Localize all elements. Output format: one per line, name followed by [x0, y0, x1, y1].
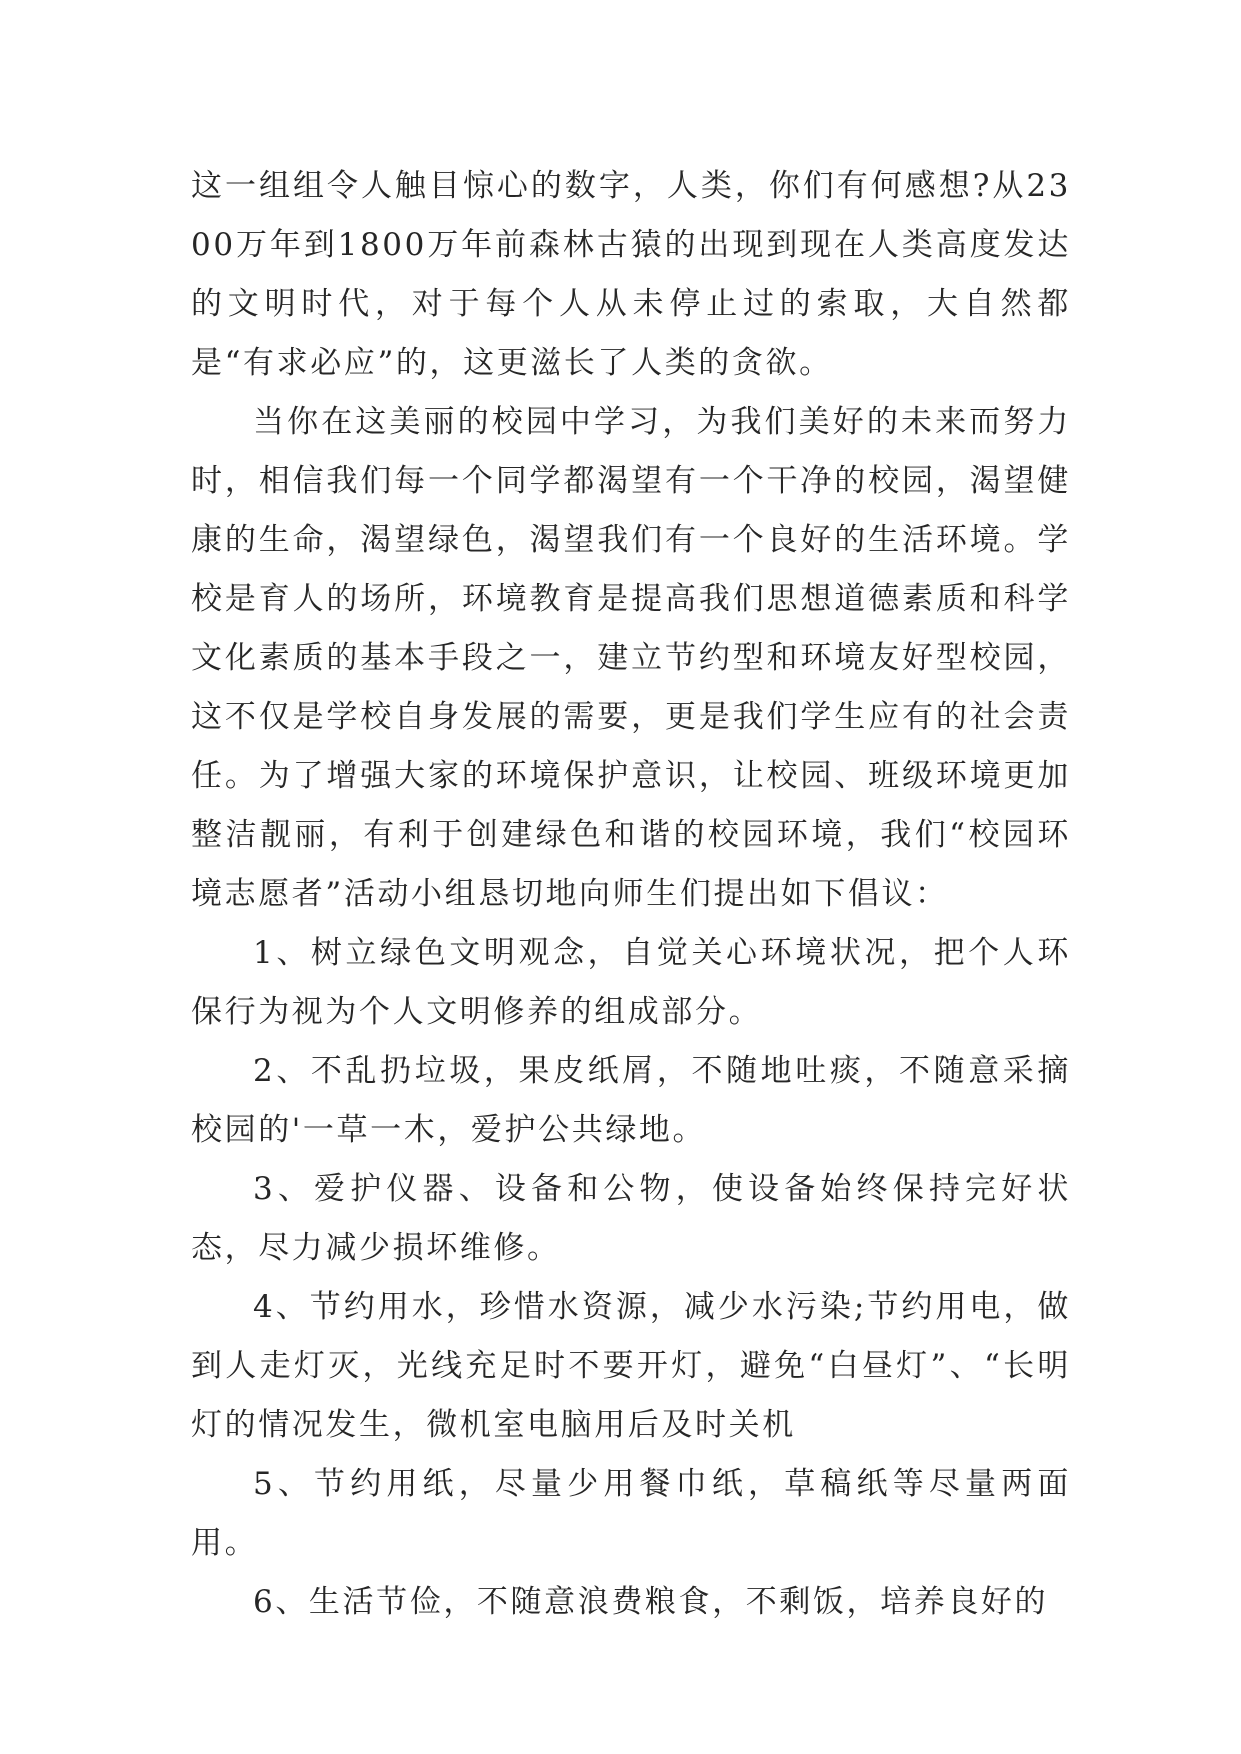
- paragraph-intro: 这一组组令人触目惊心的数字，人类，你们有何感想?从2300万年到1800万年前森林古猿的出现到现在人类高度发达的文明时代，对于每个人从未停止过的索取，大自然都是“有求必应”的，这更滋长了人类的贪欲。: [191, 168, 1071, 381]
- proposal-item-5: 5、节约用纸，尽量少用餐巾纸，草稿纸等尽量两面用。: [191, 1466, 1071, 1561]
- proposal-item-6: 6、生活节俭，不随意浪费粮食，不剩饭，培养良好的: [253, 1584, 1049, 1620]
- document-body: [191, 157, 1071, 1632]
- proposal-item-4: 4、节约用水，珍惜水资源，减少水污染;节约用电，做到人走灯灭，光线充足时不要开灯，避免“白昼灯”、“长明灯的情况发生，微机室电脑用后及时关机: [191, 1289, 1071, 1443]
- proposal-item-3: 3、爱护仪器、设备和公物，使设备始终保持完好状态，尽力减少损坏维修。: [191, 1171, 1071, 1266]
- proposal-item-1: 1、树立绿色文明观念，自觉关心环境状况，把个人环保行为视为个人文明修养的组成部分。: [191, 935, 1071, 1030]
- paragraph-campus-appeal: 当你在这美丽的校园中学习，为我们美好的未来而努力时，相信我们每一个同学都渴望有一个干净的校园，渴望健康的生命，渴望绿色，渴望我们有一个良好的生活环境。学校是育人的场所，环境教育是提高我们思想道德素质和科学文化素质的基本手段之一，建立节约型和环境友好型校园，这不仅是学校自身发展的需要，更是我们学生应有的社会责任。为了增强大家的环境保护意识，让校园、班级环境更加整洁靓丽，有利于创建绿色和谐的校园环境，我们“校园环境志愿者”活动小组恳切地向师生们提出如下倡议：: [191, 404, 1071, 912]
- proposal-item-2: 2、不乱扔垃圾，果皮纸屑，不随地吐痰，不随意采摘校园的'一草一木，爱护公共绿地。: [191, 1053, 1071, 1148]
